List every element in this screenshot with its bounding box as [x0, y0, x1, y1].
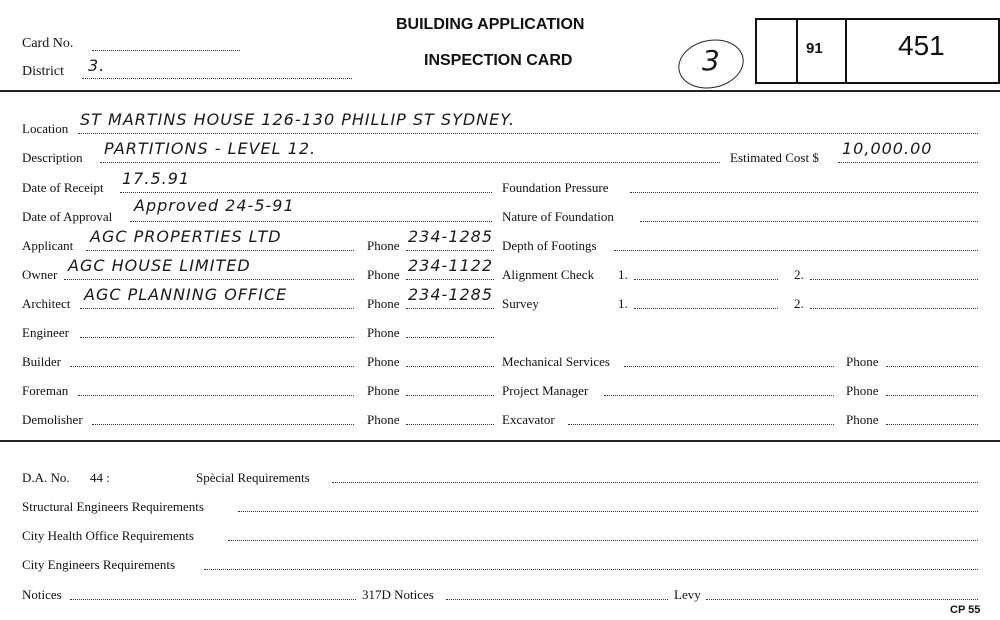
divider-bottom — [0, 440, 1000, 442]
architect-value: AGC PLANNING OFFICE — [84, 285, 288, 304]
owner-label: Owner — [22, 267, 58, 282]
alignment-2: 2. — [794, 267, 804, 282]
notices-label: Notices — [22, 587, 62, 602]
estimated-cost-value: 10,000.00 — [842, 139, 933, 158]
year-box: 91 — [806, 40, 823, 57]
approval-label: Date of Approval — [22, 209, 113, 224]
architect-label: Architect — [22, 296, 71, 311]
divider-top — [0, 90, 1000, 92]
mechanical-services-label: Mechanical Services — [502, 354, 610, 369]
survey-2: 2. — [794, 296, 804, 311]
form-code: CP 55 — [950, 604, 981, 616]
project-manager-label: Project Manager — [502, 383, 589, 398]
applicant-value: AGC PROPERTIES LTD — [90, 227, 282, 246]
survey-1: 1. — [618, 296, 628, 311]
district-line — [82, 78, 352, 79]
special-requirements-label: Spècial Requirements — [196, 470, 310, 485]
applicant-phone-label: Phone — [367, 238, 400, 253]
engineer-label: Engineer — [22, 325, 69, 340]
excavator-phone-label: Phone — [846, 412, 879, 427]
foreman-phone-label: Phone — [367, 383, 400, 398]
architect-phone-label: Phone — [367, 296, 400, 311]
card-no-line — [92, 50, 240, 51]
location-value: ST MARTINS HOUSE 126-130 PHILLIP ST SYDNEY. — [80, 110, 516, 129]
da-no-value: 44 : — [90, 470, 110, 485]
title-line1: BUILDING APPLICATION — [396, 16, 585, 33]
approval-value: Approved 24-5-91 — [134, 196, 295, 215]
receipt-label: Date of Receipt — [22, 180, 104, 195]
demolisher-label: Demolisher — [22, 412, 83, 427]
levy-label: Levy — [674, 587, 701, 602]
card-no-label: Card No. — [22, 36, 74, 51]
engineer-phone-label: Phone — [367, 325, 400, 340]
city-engineers-label: City Engineers Requirements — [22, 557, 176, 572]
card-number: 451 — [898, 30, 945, 61]
district-label: District — [22, 64, 64, 79]
builder-label: Builder — [22, 354, 61, 369]
survey-label: Survey — [502, 296, 539, 311]
architect-phone-value: 234-1285 — [408, 285, 494, 304]
estimated-cost-label: Estimated Cost $ — [730, 150, 819, 165]
owner-value: AGC HOUSE LIMITED — [68, 256, 251, 275]
da-no-label: D.A. No. — [22, 470, 70, 485]
district-value: 3. — [88, 56, 106, 75]
foundation-pressure-label: Foundation Pressure — [502, 180, 609, 195]
alignment-check-label: Alignment Check — [502, 267, 595, 282]
applicant-phone-value: 234-1285 — [408, 227, 494, 246]
receipt-value: 17.5.91 — [122, 169, 191, 188]
applicant-label: Applicant — [22, 238, 74, 253]
card-number-box — [755, 18, 1000, 84]
builder-phone-label: Phone — [367, 354, 400, 369]
demolisher-phone-label: Phone — [367, 412, 400, 427]
description-label: Description — [22, 150, 83, 165]
owner-phone-value: 234-1122 — [408, 256, 494, 275]
alignment-1: 1. — [618, 267, 628, 282]
notices-317d-label: 317D Notices — [362, 587, 434, 602]
circled-number: 3 — [702, 44, 721, 77]
depth-of-footings-label: Depth of Footings — [502, 238, 597, 253]
excavator-label: Excavator — [502, 412, 555, 427]
title-line2: INSPECTION CARD — [424, 52, 573, 69]
foreman-label: Foreman — [22, 383, 69, 398]
health-label: City Health Office Requirements — [22, 528, 194, 543]
location-label: Location — [22, 121, 69, 136]
mechanical-phone-label: Phone — [846, 354, 879, 369]
structural-label: Structural Engineers Requirements — [22, 499, 204, 514]
project-manager-phone-label: Phone — [846, 383, 879, 398]
description-value: PARTITIONS - LEVEL 12. — [104, 139, 317, 158]
owner-phone-label: Phone — [367, 267, 400, 282]
nature-of-foundation-label: Nature of Foundation — [502, 209, 614, 224]
